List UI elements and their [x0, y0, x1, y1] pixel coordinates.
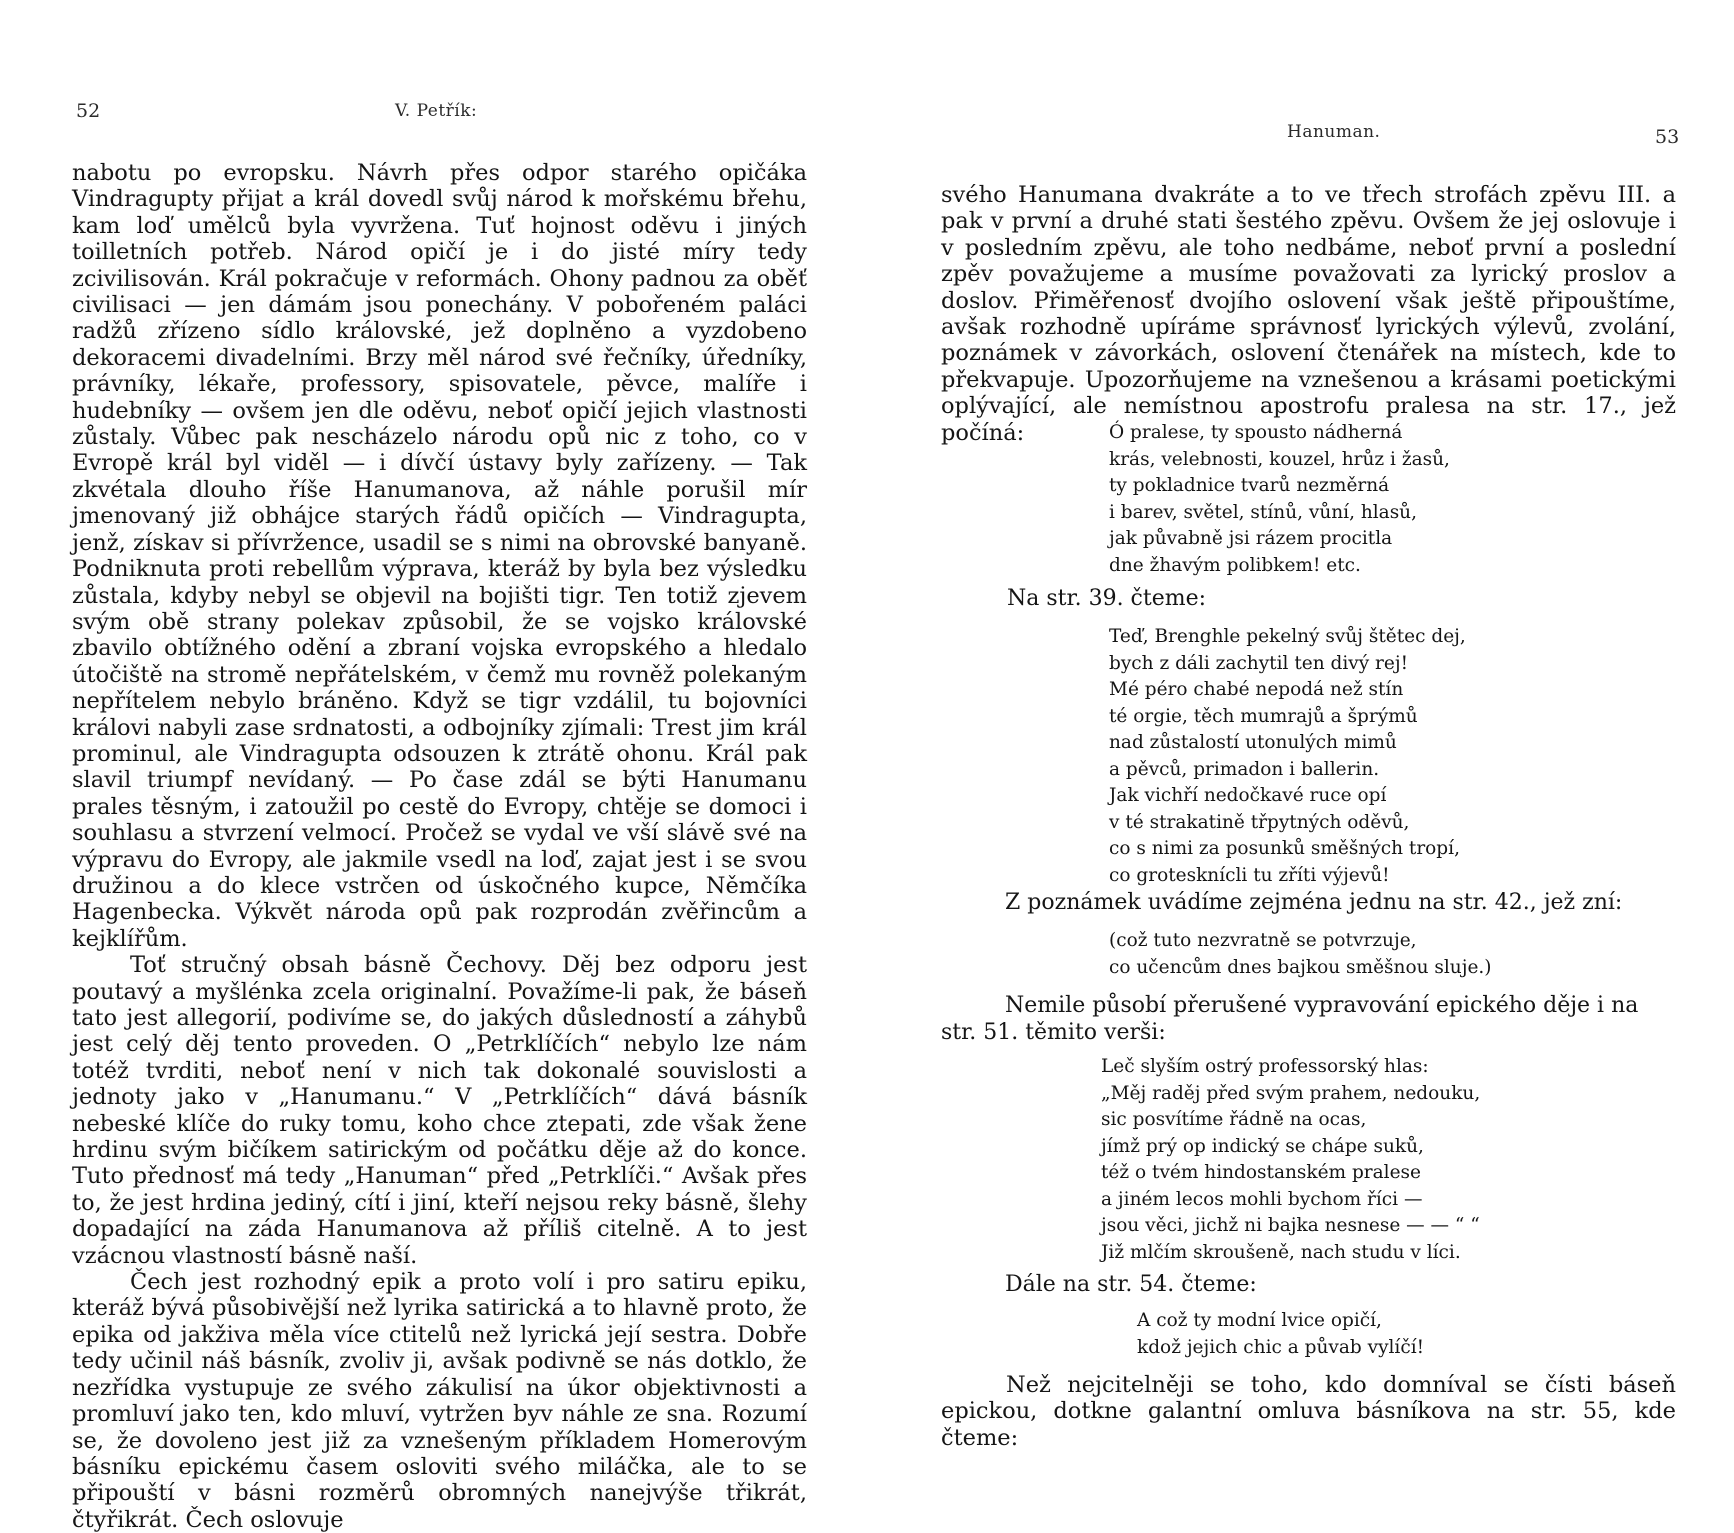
poem-line: co učencům dnes bajkou směšnou sluje.) — [1109, 956, 1492, 978]
quote-intro: str. 51. těmito verši: — [941, 1020, 1166, 1045]
running-head-right: Hanuman. — [1287, 122, 1381, 142]
right-opening-paragraph — [941, 182, 1676, 446]
poem-line: Jak vichří nedočkavé ruce opí — [1109, 785, 1387, 806]
poem-line: co s nimi za posunků směšných tropí, — [1109, 838, 1460, 859]
poem-line: jímž prý op indický se chápe suků, — [1101, 1135, 1424, 1157]
poem-line: v té strakatině třpytných oděvů, — [1109, 811, 1410, 833]
poem-line: sic posvítíme řádně na ocas, — [1101, 1109, 1367, 1130]
poem-line: jak půvabně jsi rázem procitla — [1109, 528, 1393, 549]
poem-quote-2 — [1109, 624, 1466, 889]
poem-line: nad zůstalostí utonulých mimů — [1109, 732, 1397, 753]
paragraph: Než nejcitelněji se toho, kdo domníval se čísti báseň epickou, dotkne galantní omluva básníkova na str. 55, kde čteme: — [941, 1372, 1676, 1451]
quote-intro: Nemile působí přerušené vypravování epického děje i na — [1005, 993, 1639, 1018]
poem-line: Teď, Brenghle pekelný svůj štětec dej, — [1109, 626, 1466, 647]
poem-line: dne žhavým polibkem! etc. — [1109, 554, 1361, 576]
poem-line: jsou věci, jichž ni bajka nesnese — — “ “ — [1101, 1215, 1480, 1236]
running-head-left: V. Petřík: — [395, 101, 478, 121]
paragraph: svého Hanumana dvakráte a to ve třech strofách zpěvu III. a pak v první a druhé stati šestého zpěvu. Ovšem že jej oslovuje i v posledním zpěvu, ale toho nedbáme, neboť první a poslední zpěv považujeme a musíme považovati za lyrický proslov a doslov. Přiměřenosť dvojího oslovení však ještě připouštíme, avšak rozhodně upíráme správnosť lyrických výlevů, zvolání, poznámek v závorkách, oslovení čtenářek na místech, kde to překvapuje. Upozorňujeme na vznešenou a krásami poetickými oplývající, ale nemístnou apostrofu pralesa na str. 17., jež počíná: — [941, 182, 1676, 446]
poem-line: i barev, světel, stínů, vůní, hlasů, — [1109, 501, 1417, 523]
poem-line: A což ty modní lvice opičí, — [1137, 1310, 1382, 1331]
right-page — [867, 0, 1734, 1500]
page-number-left: 52 — [76, 100, 101, 122]
poem-quote-3 — [1109, 928, 1491, 981]
poem-line: Leč slyším ostrý professorský hlas: — [1101, 1056, 1429, 1077]
poem-quote-4 — [1101, 1054, 1480, 1266]
poem-line: „Měj raděj před svým prahem, nedouku, — [1101, 1082, 1481, 1104]
poem-line: bych z dáli zachytil ten divý rej! — [1109, 652, 1408, 674]
poem-line: té orgie, těch mumrajů a šprýmů — [1109, 705, 1418, 727]
poem-line: ty pokladnice tvarů nezměrná — [1109, 475, 1390, 496]
left-body-text — [72, 160, 807, 1533]
poem-line: Ó pralese, ty spousto nádherná — [1109, 422, 1403, 443]
poem-quote-1 — [1109, 420, 1450, 579]
poem-quote-5 — [1137, 1308, 1424, 1361]
poem-line: a pěvců, primadon i ballerin. — [1109, 758, 1380, 780]
paragraph: nabotu po evropsku. Návrh přes odpor starého opičáka Vindragupty přijat a král dovedl svůj národ k mořskému břehu, kam loď umělců byla vyvržena. Tuť hojnost oděvu i jiných toilletních potřeb. Národ opičí je i do jisté míry tedy zcivilisován. Král pokračuje v reformách. Ohony padnou za oběť civilisaci — jen dámám jsou ponechány. V pobořeném paláci radžů zřízeno sídlo královské, jež doplněno a vyzdobeno dekoracemi divadelními. Brzy měl národ své řečníky, úředníky, právníky, lékaře, professory, spisovatele, pěvce, malíře i hudebníky — ovšem jen dle oděvu, neboť opičí jejich vlastnosti zůstaly. Vůbec pak nescházelo národu opů nic z toho, co v Evropě král byl viděl — i dívčí ústavy byly zařízeny. — Tak zkvétala dlouho říše Hanumanova, až náhle porušil mír jmenovaný již obhájce starých řádů opičích — Vindragupta, jenž, získav si přívržence, usadil se s nimi na obrovské banyaně. Podniknuta proti rebellům výprava, kteráž by byla bez výsledku zůstala, kdyby nebyl se objevil na bojišti tigr. Ten totiž zjevem svým obě strany polekav způsobil, že se vojsko královské zbavilo obtížného odění a zbraní vojska evropského a hledalo útočiště na stromě nepřátelském, v čemž mu rovněž polekaným nepřítelem nebylo bráněno. Když se tigr vzdálil, tu bojovníci královi nabyli zase srdnatosti, a odbojníky zjímali: Trest jim král prominul, ale Vindragupta odsouzen k ztrátě ohonu. Král pak slavil triumpf nevídaný. — Po čase zdál se býti Hanumanu prales těsným, i zatoužil po cestě do Evropy, chtěje se domoci i souhlasu a stvrzení velmocí. Pročež se vydal ve vší slávě své na výpravu do Evropy, ale jakmile vsedl na loď, zajat jest i se svou družinou a do klece vstrčen od úskočného kupce, Němčíka Hagenbecka. Výkvět národa opů pak rozprodán zvěřincům a kejklířům. — [72, 160, 807, 952]
poem-line: kdož jejich chic a půvab vylíčí! — [1137, 1336, 1425, 1358]
poem-line: a jiném lecos mohli bychom říci — — [1101, 1188, 1423, 1210]
poem-line: Již mlčím skroušeně, nach studu v líci. — [1101, 1241, 1461, 1263]
poem-line: Mé péro chabé nepodá než stín — [1109, 679, 1404, 700]
quote-intro: Z poznámek uvádíme zejména jednu na str. 42., jež zní: — [1005, 890, 1623, 915]
paragraph: Toť stručný obsah básně Čechovy. Děj bez odporu jest poutavý a myšlénka zcela originalní. Považíme-li pak, že báseň tato jest allegorií, podivíme se, do jakých důsledností a záhybů jest celý děj tento proveden. O „Petrklíčích“ nebylo lze nám totéž tvrditi, neboť není v nich tak dokonalé souvislosti a jednoty jako v „Hanumanu.“ V „Petrklíčích“ dává básník nebeské klíče do ruky tomu, koho chce ztepati, zde však žene hrdinu svým bičíkem satirickým od počátku děje až do konce. Tuto přednosť má tedy „Hanuman“ před „Petrklíči.“ Avšak přes to, že jest hrdina jediný, cítí i jiní, kteří nejsou reky básně, šlehy dopadající na záda Hanumanova až příliš citelně. A to jest vzácnou vlastností básně naší. — [72, 952, 807, 1269]
poem-line: (což tuto nezvratně se potvrzuje, — [1109, 930, 1417, 951]
quote-intro: Na str. 39. čteme: — [1007, 586, 1207, 611]
poem-line: též o tvém hindostanském pralese — [1101, 1162, 1421, 1183]
page-number-right: 53 — [1655, 126, 1680, 148]
final-paragraph — [941, 1372, 1676, 1451]
quote-intro: Dále na str. 54. čteme: — [1005, 1272, 1257, 1297]
poem-line: co grotesknícli tu zříti výjevů! — [1109, 864, 1390, 886]
paragraph: Čech jest rozhodný epik a proto volí i pro satiru epiku, kteráž bývá působivější než lyrika satirická a to hlavně proto, že epika od jakživa měla více ctitelů než lyrická její sestra. Dobře tedy učinil náš básník, zvoliv ji, avšak podivně se nás dotklo, že nezřídka vystupuje ze svého zákulisí na úkor objektivnosti a promluví jako ten, kdo mluví, vytržen byv náhle ze sna. Rozumí se, že dovoleno jest již za vznešeným příkladem Homerovým básníku epickému časem osloviti svého miláčka, ale to se připouští v básni rozměrů obromných nanejvýše třikrát, čtyřikrát. Čech oslovuje — [72, 1269, 807, 1533]
poem-line: krás, velebnosti, kouzel, hrůz i žasů, — [1109, 448, 1450, 470]
